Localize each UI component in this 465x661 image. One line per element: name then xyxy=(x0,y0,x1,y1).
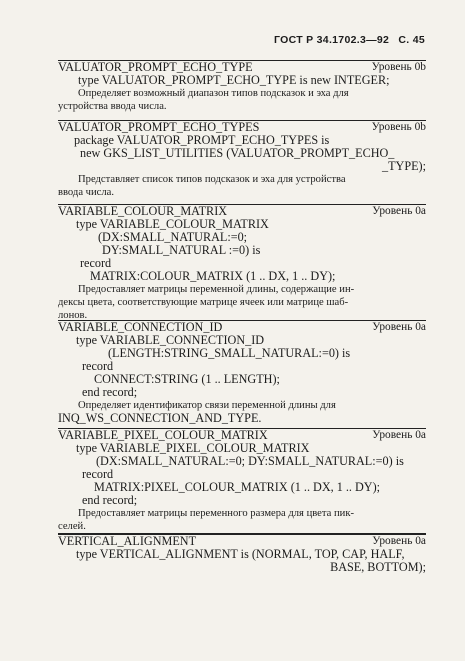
description-line: устройства ввода числа. xyxy=(58,101,167,112)
entry-vertical-alignment xyxy=(58,533,426,574)
description-line: Предоставляет матрицы переменного размера для цвета пик- xyxy=(78,508,355,519)
entry-title: VARIABLE_PIXEL_COLOUR_MATRIX Уровень 0a xyxy=(58,428,426,442)
entry-variable-pixel-colour-matrix xyxy=(58,428,426,533)
code-line: BASE, BOTTOM); xyxy=(330,560,426,574)
code-line: MATRIX:COLOUR_MATRIX (1 .. DX, 1 .. DY); xyxy=(90,269,336,283)
entry-level: Уровень 0a xyxy=(372,535,426,547)
description-line: ввода числа. xyxy=(58,187,114,198)
entry-level: Уровень 0a xyxy=(372,205,426,217)
code-line: DY:SMALL_NATURAL :=0) is xyxy=(102,243,261,257)
entry-level: Уровень 0b xyxy=(371,61,426,73)
description-line: дексы цвета, соответствующие матрице ячеек или матрице шаб- xyxy=(58,297,349,308)
entry-valuator-prompt-echo-types xyxy=(58,120,426,199)
description-line: INQ_WS_CONNECTION_AND_TYPE. xyxy=(58,411,262,425)
code-line: package VALUATOR_PROMPT_ECHO_TYPES is xyxy=(74,133,330,147)
code-line: end record; xyxy=(82,493,138,507)
description-line: лонов. xyxy=(58,310,88,321)
code-line: type VERTICAL_ALIGNMENT is (NORMAL, TOP, CAP, HALF, xyxy=(76,547,405,561)
code-line: MATRIX:PIXEL_COLOUR_MATRIX (1 .. DX, 1 .. DY); xyxy=(94,480,381,494)
entry-level: Уровень 0b xyxy=(371,121,426,133)
code-line: (DX:SMALL_NATURAL:=0; DY:SMALL_NATURAL:=0) is xyxy=(96,454,404,468)
code-line: (LENGTH:STRING_SMALL_NATURAL:=0) is xyxy=(108,346,351,360)
description-line: Представляет список типов подсказок и эха для устройства xyxy=(78,174,346,185)
entry-level: Уровень 0a xyxy=(372,429,426,441)
entry-level: Уровень 0a xyxy=(372,321,426,333)
page-number: С. 45 xyxy=(398,34,425,46)
entry-title: VALUATOR_PROMPT_ECHO_TYPES Уровень 0b xyxy=(58,120,426,134)
code-line: record xyxy=(82,359,114,373)
entry-variable-colour-matrix xyxy=(58,204,426,322)
code-line: _TYPE); xyxy=(381,159,426,173)
code-line: CONNECT:STRING (1 .. LENGTH); xyxy=(94,372,280,386)
code-line: type VALUATOR_PROMPT_ECHO_TYPE is new INTEGER; xyxy=(78,73,390,87)
entry-title: VERTICAL_ALIGNMENT Уровень 0a xyxy=(58,534,426,548)
code-line: record xyxy=(80,256,112,270)
description-line: Определяет возможный диапазон типов подсказок и эха для xyxy=(78,88,349,99)
code-line: type VARIABLE_PIXEL_COLOUR_MATRIX xyxy=(76,441,310,455)
code-line: (DX:SMALL_NATURAL:=0; xyxy=(98,230,248,244)
description-line: Предоставляет матрицы переменной длины, содержащие ин- xyxy=(78,284,355,295)
entry-variable-connection-id xyxy=(58,320,426,425)
code-line: record xyxy=(82,467,114,481)
entry-title: VARIABLE_CONNECTION_ID Уровень 0a xyxy=(58,320,426,334)
description-line: селей. xyxy=(58,521,86,532)
description-line: Определяет идентификатор связи переменной длины для xyxy=(78,400,336,411)
page-header xyxy=(268,34,425,46)
code-line: type VARIABLE_CONNECTION_ID xyxy=(76,333,265,347)
entry-title: VALUATOR_PROMPT_ECHO_TYPE Уровень 0b xyxy=(58,60,426,74)
code-line: end record; xyxy=(82,385,138,399)
code-line: new GKS_LIST_UTILITIES (VALUATOR_PROMPT_ECHO_ xyxy=(80,146,395,160)
entry-title: VARIABLE_COLOUR_MATRIX Уровень 0a xyxy=(58,204,426,218)
entry-valuator-prompt-echo-type xyxy=(58,60,426,113)
code-line: type VARIABLE_COLOUR_MATRIX xyxy=(76,217,269,231)
gost-number: ГОСТ Р 34.1702.3—92 xyxy=(274,34,390,46)
